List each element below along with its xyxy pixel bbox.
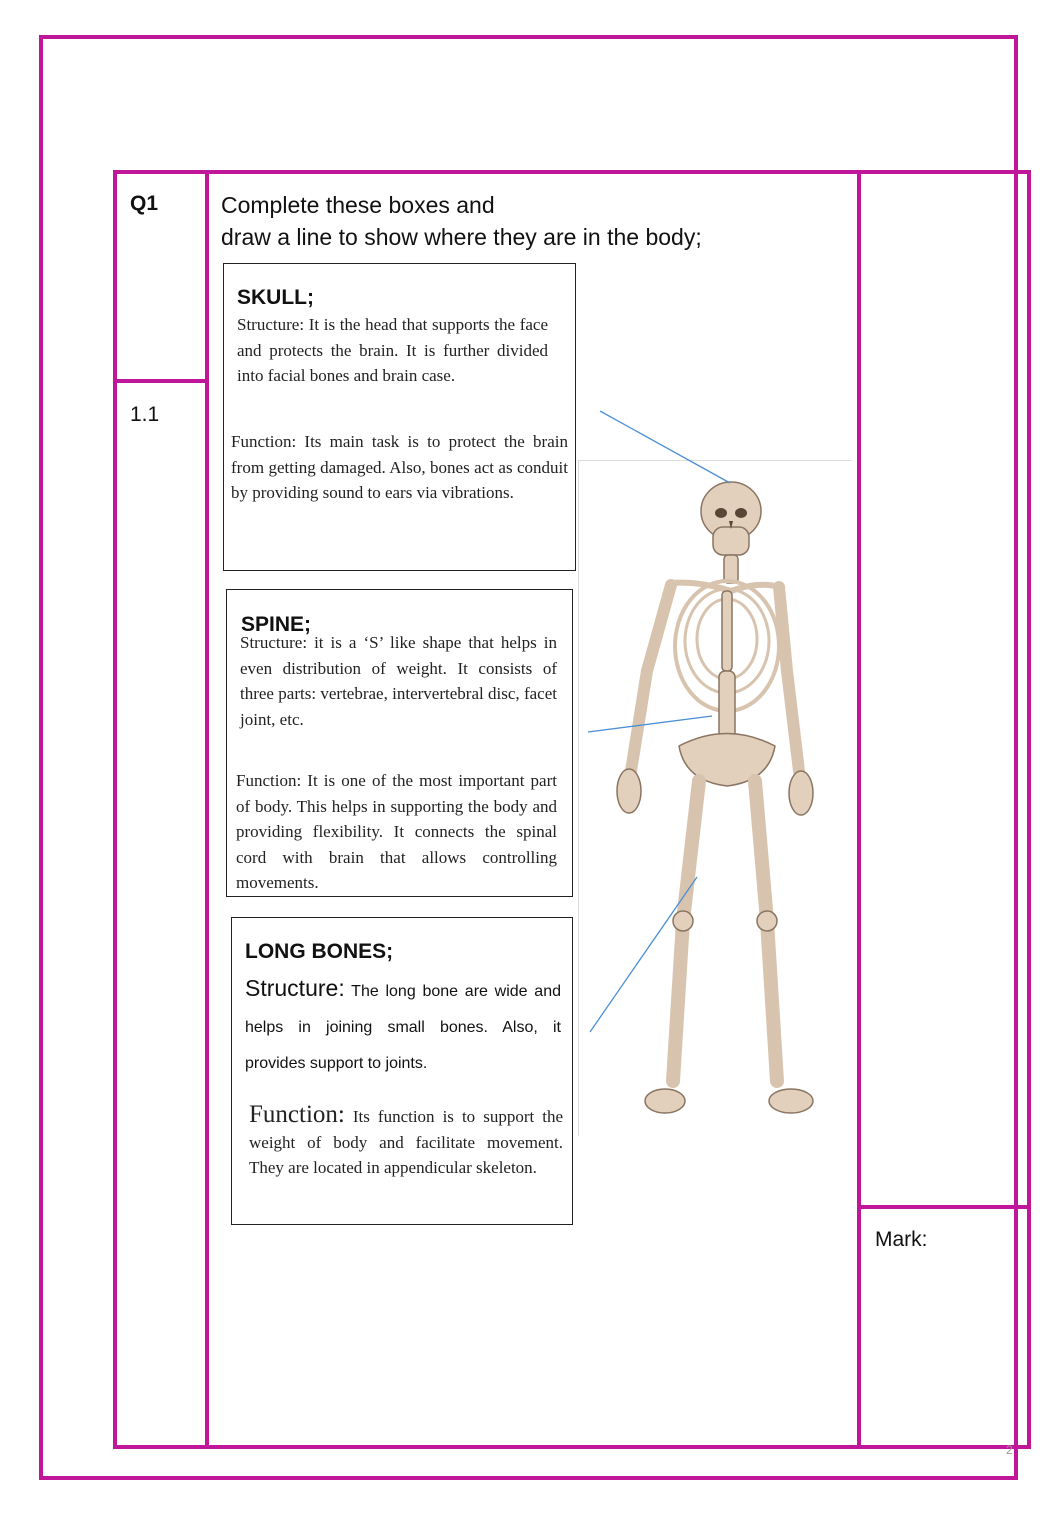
- sub-question-number: 1.1: [130, 403, 160, 426]
- long-bones-structure-text: The long bone are wide and helps in joining small bones. Also, it provides support to joints.: [245, 983, 561, 1072]
- skull-box: [223, 263, 576, 571]
- spine-structure: Structure: it is a ‘S’ like shape that helps in even distribution of weight. It consists of three parts: vertebrae, intervertebral disc, facet joint, etc.: [240, 633, 557, 729]
- long-bones-function: [249, 1102, 563, 1181]
- skeleton-image: [579, 461, 852, 1137]
- long-bones-structure: [245, 970, 561, 1082]
- table-divider-right: [857, 170, 861, 1449]
- skull-structure: Structure: It is the head that supports the face and protects the brain. It is further divided into facial bones and brain case.: [237, 315, 548, 385]
- long-bones-function-text: Its function is to support the weight of body and facilitate movement. They are located in appendicular skeleton.: [249, 1107, 564, 1177]
- long-bones-function-label: Function:: [249, 1101, 345, 1128]
- skeleton-figure: [578, 460, 851, 1136]
- long-bones-structure-label: Structure:: [245, 975, 345, 1001]
- long-bones-box: [231, 917, 573, 1225]
- question-number: Q1: [130, 192, 159, 215]
- long-bones-heading: LONG BONES;: [245, 940, 394, 963]
- table-divider-left: [205, 170, 209, 1449]
- table-divider-q-row: [113, 379, 209, 383]
- mark-label: Mark:: [875, 1228, 928, 1251]
- skull-heading: SKULL;: [237, 286, 314, 309]
- spine-heading: SPINE;: [241, 613, 312, 636]
- prompt-line-2: draw a line to show where they are in the body;: [221, 224, 702, 250]
- prompt-line-1: Complete these boxes and: [221, 192, 495, 218]
- question-prompt: [221, 189, 841, 253]
- skull-function: Function: Its main task is to protect the brain from getting damaged. Also, bones act as conduit by providing sound to ears via vibrations.: [231, 432, 568, 502]
- table-divider-mark-row: [857, 1205, 1031, 1209]
- spine-box: [226, 589, 573, 897]
- page-number: 2: [1006, 1443, 1013, 1457]
- spine-function: Function: It is one of the most important part of body. This helps in supporting the body and providing flexibility. It connects the spinal cord with brain that allows controlling movements.: [236, 771, 557, 892]
